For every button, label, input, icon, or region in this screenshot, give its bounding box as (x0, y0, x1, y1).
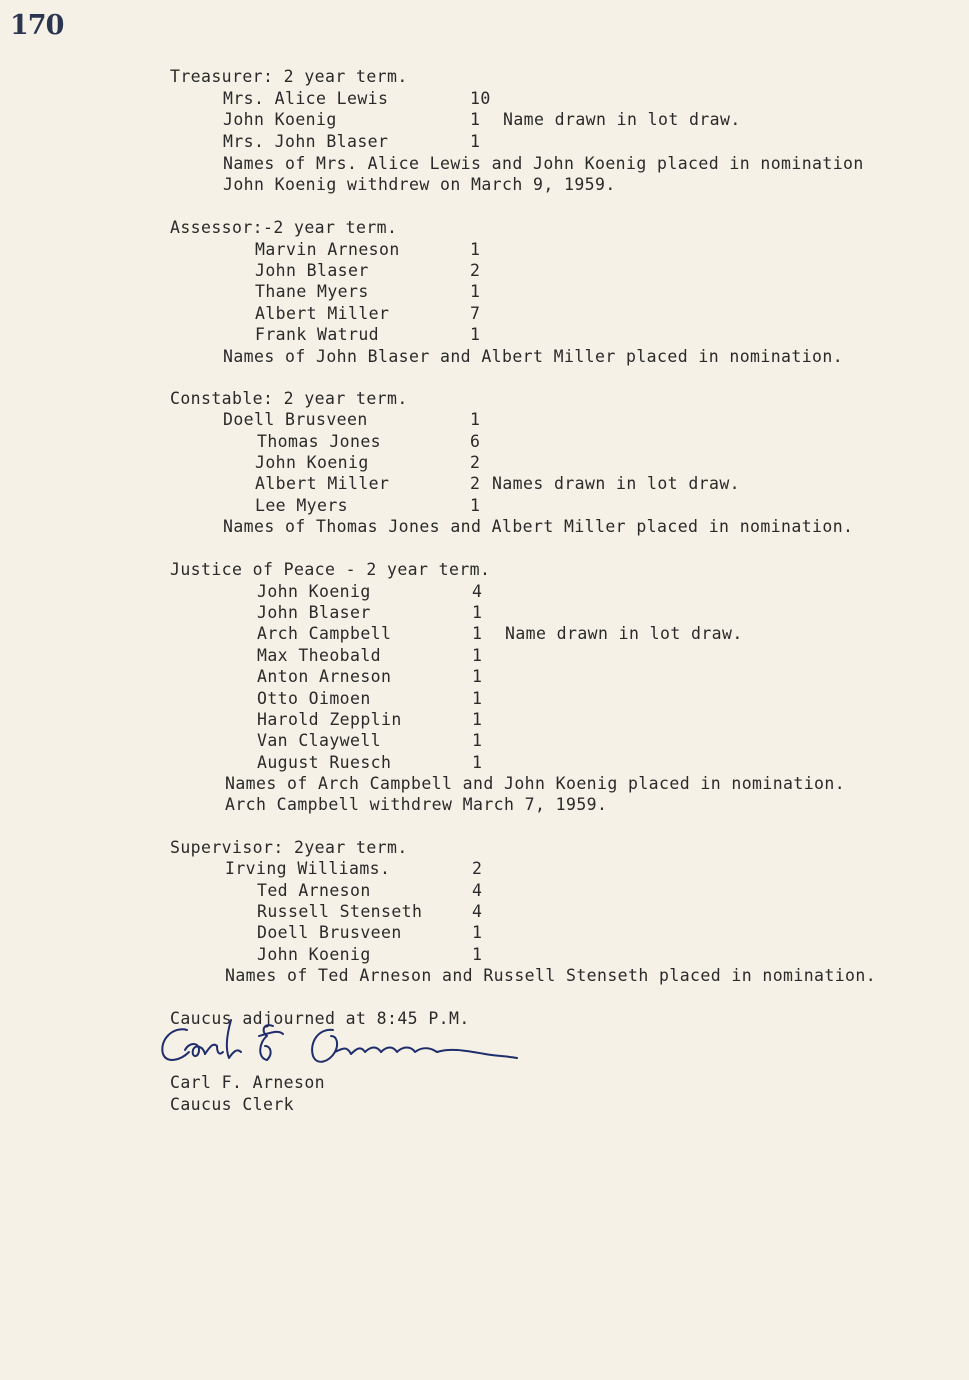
candidate-votes: 1 (472, 710, 483, 729)
candidate-votes: 1 (472, 667, 483, 686)
constable-heading: Constable: 2 year term. (170, 389, 408, 408)
candidate-votes: 1 (472, 945, 483, 964)
withdrawal-note: Arch Campbell withdrew March 7, 1959. (225, 795, 608, 814)
candidate-name: Ted Arneson (257, 881, 371, 900)
candidate-votes: 2 (470, 261, 481, 280)
candidate-votes: 2 (470, 474, 481, 493)
clerk-name: Carl F. Arneson (170, 1073, 326, 1092)
candidate-votes: 4 (472, 902, 483, 921)
candidate-name: John Blaser (255, 261, 369, 280)
candidate-name: Marvin Arneson (255, 240, 400, 259)
page-number: 170 (10, 10, 64, 41)
candidate-votes: 1 (472, 753, 483, 772)
candidate-name: Lee Myers (255, 496, 349, 515)
justice-heading: Justice of Peace - 2 year term. (170, 560, 491, 579)
treasurer-heading: Treasurer: 2 year term. (170, 67, 408, 86)
candidate-note: Names drawn in lot draw. (492, 474, 741, 493)
nomination-note: Names of Arch Campbell and John Koenig placed in nomination. (225, 774, 846, 793)
candidate-votes: 1 (470, 240, 481, 259)
candidate-name: Albert Miller (255, 474, 390, 493)
candidate-name: Russell Stenseth (257, 902, 423, 921)
candidate-name: Max Theobald (257, 646, 382, 665)
candidate-name: John Koenig (257, 945, 371, 964)
candidate-name: John Koenig (223, 110, 337, 129)
candidate-name: Thomas Jones (257, 432, 382, 451)
clerk-title: Caucus Clerk (170, 1095, 295, 1114)
nomination-note: Names of Mrs. Alice Lewis and John Koenig placed in nomination (223, 154, 864, 173)
candidate-votes: 1 (470, 496, 481, 515)
candidate-note: Name drawn in lot draw. (503, 110, 741, 129)
candidate-name: John Koenig (255, 453, 369, 472)
candidate-votes: 7 (470, 304, 481, 323)
candidate-votes: 1 (472, 923, 483, 942)
candidate-votes: 4 (472, 582, 483, 601)
candidate-name: Arch Campbell (257, 624, 392, 643)
candidate-votes: 1 (470, 110, 481, 129)
candidate-votes: 1 (472, 646, 483, 665)
candidate-name: Mrs. Alice Lewis (223, 89, 389, 108)
withdrawal-note: John Koenig withdrew on March 9, 1959. (223, 175, 616, 194)
candidate-name: John Koenig (257, 582, 371, 601)
candidate-votes: 1 (472, 731, 483, 750)
candidate-votes: 10 (470, 89, 491, 108)
candidate-votes: 1 (470, 282, 481, 301)
candidate-name: Frank Watrud (255, 325, 380, 344)
candidate-votes: 1 (472, 689, 483, 708)
nomination-note: Names of Thomas Jones and Albert Miller placed in nomination. (223, 517, 854, 536)
supervisor-heading: Supervisor: 2year term. (170, 838, 408, 857)
candidate-votes: 2 (470, 453, 481, 472)
candidate-votes: 1 (470, 132, 481, 151)
candidate-votes: 1 (472, 624, 483, 643)
candidate-votes: 6 (470, 432, 481, 451)
handwritten-signature (155, 1012, 525, 1074)
candidate-name: Van Claywell (257, 731, 382, 750)
candidate-name: Albert Miller (255, 304, 390, 323)
candidate-name: Anton Arneson (257, 667, 392, 686)
candidate-name: Irving Williams. (225, 859, 391, 878)
assessor-heading: Assessor:-2 year term. (170, 218, 398, 237)
candidate-name: Thane Myers (255, 282, 369, 301)
candidate-name: Doell Brusveen (257, 923, 402, 942)
candidate-name: Otto Oimoen (257, 689, 371, 708)
candidate-votes: 1 (472, 603, 483, 622)
adjournment-line: Caucus adjourned at 8:45 P.M. (170, 1009, 470, 1028)
nomination-note: Names of Ted Arneson and Russell Stenseth placed in nomination. (225, 966, 877, 985)
candidate-note: Name drawn in lot draw. (505, 624, 743, 643)
candidate-votes: 1 (470, 325, 481, 344)
candidate-votes: 1 (470, 410, 481, 429)
candidate-name: Mrs. John Blaser (223, 132, 389, 151)
candidate-name: Doell Brusveen (223, 410, 368, 429)
nomination-note: Names of John Blaser and Albert Miller placed in nomination. (223, 347, 844, 366)
candidate-name: John Blaser (257, 603, 371, 622)
candidate-votes: 2 (472, 859, 483, 878)
candidate-name: August Ruesch (257, 753, 392, 772)
candidate-votes: 4 (472, 881, 483, 900)
candidate-name: Harold Zepplin (257, 710, 402, 729)
